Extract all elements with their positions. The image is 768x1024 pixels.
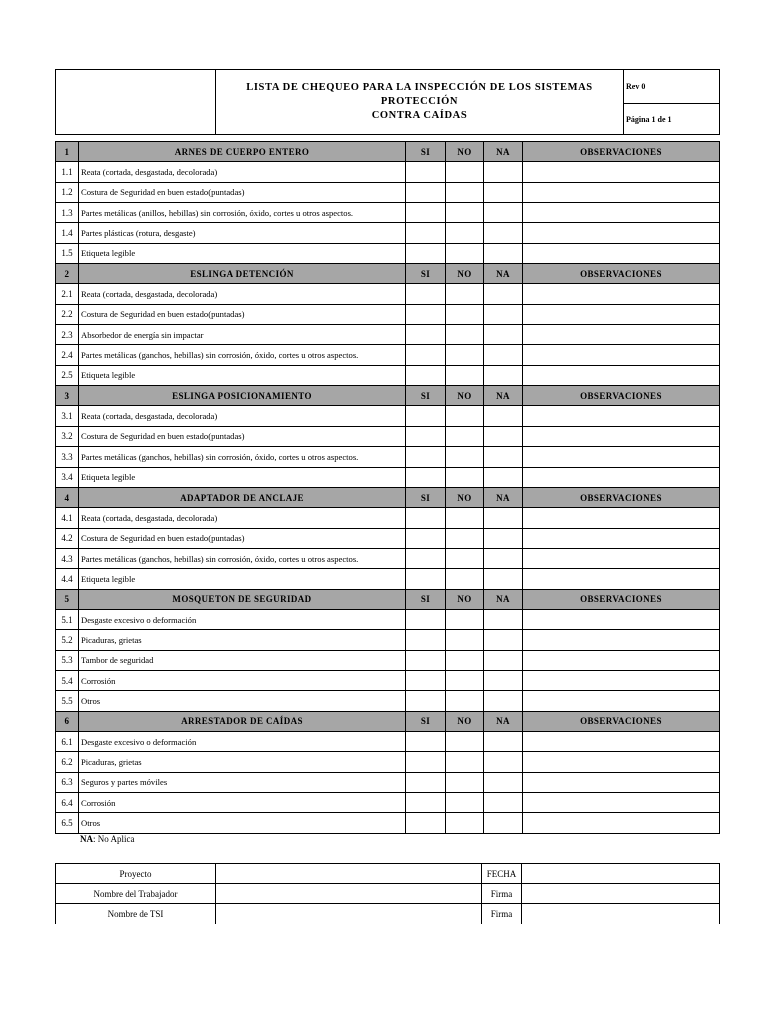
col-no-header: NO	[446, 386, 484, 406]
si-checkbox-cell[interactable]	[406, 162, 446, 182]
na-checkbox-cell[interactable]	[484, 365, 523, 385]
col-observaciones-header: OBSERVACIONES	[523, 487, 720, 507]
si-checkbox-cell[interactable]	[406, 243, 446, 263]
item-description: Costura de Seguridad en buen estado(puntadas)	[79, 304, 406, 324]
observaciones-field[interactable]	[523, 609, 720, 629]
form-title-line1: LISTA DE CHEQUEO PARA LA INSPECCIÓN DE LOS SISTEMAS PROTECCIÓN	[246, 82, 593, 107]
section-number: 3	[56, 386, 79, 406]
observaciones-field[interactable]	[523, 772, 720, 792]
si-checkbox-cell[interactable]	[406, 365, 446, 385]
si-checkbox-cell[interactable]	[406, 406, 446, 426]
no-checkbox-cell[interactable]	[446, 793, 484, 813]
na-checkbox-cell[interactable]	[484, 630, 523, 650]
section-title: ARRESTADOR DE CAÍDAS	[79, 711, 406, 731]
observaciones-field[interactable]	[523, 345, 720, 365]
checklist-item-row	[56, 182, 720, 202]
observaciones-field[interactable]	[523, 752, 720, 772]
col-si-header: SI	[406, 711, 446, 731]
form-title	[216, 70, 624, 135]
na-checkbox-cell[interactable]	[484, 772, 523, 792]
na-checkbox-cell[interactable]	[484, 731, 523, 751]
inspection-checklist	[55, 141, 720, 834]
section-number: 6	[56, 711, 79, 731]
section-header-row	[56, 487, 720, 507]
checklist-item-row	[56, 548, 720, 568]
item-description: Otros	[79, 691, 406, 711]
col-no-header: NO	[446, 142, 484, 162]
no-checkbox-cell[interactable]	[446, 243, 484, 263]
firma-trabajador-label: Firma	[482, 884, 522, 904]
si-checkbox-cell[interactable]	[406, 447, 446, 467]
col-si-header: SI	[406, 386, 446, 406]
no-checkbox-cell[interactable]	[446, 548, 484, 568]
si-checkbox-cell[interactable]	[406, 182, 446, 202]
na-checkbox-cell[interactable]	[484, 650, 523, 670]
checklist-item-row	[56, 325, 720, 345]
item-number: 5.1	[56, 609, 79, 629]
si-checkbox-cell[interactable]	[406, 731, 446, 751]
item-description: Partes metálicas (anillos, hebillas) sin corrosión, óxido, cortes u otros aspectos.	[79, 203, 406, 223]
si-checkbox-cell[interactable]	[406, 223, 446, 243]
checklist-item-row	[56, 162, 720, 182]
section-header-row	[56, 142, 720, 162]
item-description: Desgaste excesivo o deformación	[79, 731, 406, 751]
na-checkbox-cell[interactable]	[484, 223, 523, 243]
item-number: 2.3	[56, 325, 79, 345]
item-number: 3.1	[56, 406, 79, 426]
observaciones-field[interactable]	[523, 162, 720, 182]
item-number: 4.2	[56, 528, 79, 548]
si-checkbox-cell[interactable]	[406, 630, 446, 650]
na-legend-label: NA	[80, 834, 93, 844]
na-legend	[80, 834, 135, 844]
section-number: 1	[56, 142, 79, 162]
na-checkbox-cell[interactable]	[484, 447, 523, 467]
form-title-line2: CONTRA CAÍDAS	[371, 110, 468, 121]
no-checkbox-cell[interactable]	[446, 325, 484, 345]
observaciones-field[interactable]	[523, 569, 720, 589]
observaciones-field[interactable]	[523, 365, 720, 385]
item-number: 6.1	[56, 731, 79, 751]
checklist-item-row	[56, 243, 720, 263]
observaciones-field[interactable]	[523, 325, 720, 345]
no-checkbox-cell[interactable]	[446, 345, 484, 365]
na-checkbox-cell[interactable]	[484, 569, 523, 589]
observaciones-field[interactable]	[523, 650, 720, 670]
checklist-item-row	[56, 731, 720, 751]
checklist-item-row	[56, 650, 720, 670]
item-number: 6.5	[56, 813, 79, 833]
col-observaciones-header: OBSERVACIONES	[523, 589, 720, 609]
section-title: ARNES DE CUERPO ENTERO	[79, 142, 406, 162]
col-no-header: NO	[446, 487, 484, 507]
no-checkbox-cell[interactable]	[446, 752, 484, 772]
col-observaciones-header: OBSERVACIONES	[523, 386, 720, 406]
item-number: 4.1	[56, 508, 79, 528]
item-number: 1.4	[56, 223, 79, 243]
no-checkbox-cell[interactable]	[446, 813, 484, 833]
na-checkbox-cell[interactable]	[484, 345, 523, 365]
na-checkbox-cell[interactable]	[484, 813, 523, 833]
na-checkbox-cell[interactable]	[484, 162, 523, 182]
col-si-header: SI	[406, 142, 446, 162]
section-title: MOSQUETON DE SEGURIDAD	[79, 589, 406, 609]
no-checkbox-cell[interactable]	[446, 365, 484, 385]
item-number: 6.3	[56, 772, 79, 792]
form-header	[55, 69, 720, 135]
si-checkbox-cell[interactable]	[406, 548, 446, 568]
logo-cell	[56, 70, 216, 135]
si-checkbox-cell[interactable]	[406, 467, 446, 487]
si-checkbox-cell[interactable]	[406, 304, 446, 324]
no-checkbox-cell[interactable]	[446, 609, 484, 629]
checklist-item-row	[56, 691, 720, 711]
item-number: 1.2	[56, 182, 79, 202]
col-si-header: SI	[406, 589, 446, 609]
na-checkbox-cell[interactable]	[484, 793, 523, 813]
observaciones-field[interactable]	[523, 304, 720, 324]
si-checkbox-cell[interactable]	[406, 752, 446, 772]
si-checkbox-cell[interactable]	[406, 793, 446, 813]
section-number: 4	[56, 487, 79, 507]
item-number: 6.4	[56, 793, 79, 813]
checklist-item-row	[56, 793, 720, 813]
checklist-item-row	[56, 284, 720, 304]
checklist-item-row	[56, 772, 720, 792]
checklist-item-row	[56, 406, 720, 426]
col-na-header: NA	[484, 386, 523, 406]
no-checkbox-cell[interactable]	[446, 203, 484, 223]
item-number: 3.2	[56, 426, 79, 446]
checklist-item-row	[56, 670, 720, 690]
observaciones-field[interactable]	[523, 691, 720, 711]
na-checkbox-cell[interactable]	[484, 609, 523, 629]
no-checkbox-cell[interactable]	[446, 650, 484, 670]
observaciones-field[interactable]	[523, 548, 720, 568]
col-na-header: NA	[484, 711, 523, 731]
col-si-header: SI	[406, 264, 446, 284]
na-checkbox-cell[interactable]	[484, 670, 523, 690]
col-na-header: NA	[484, 487, 523, 507]
observaciones-field[interactable]	[523, 203, 720, 223]
item-description: Etiqueta legible	[79, 365, 406, 385]
item-description: Seguros y partes móviles	[79, 772, 406, 792]
na-checkbox-cell[interactable]	[484, 467, 523, 487]
observaciones-field[interactable]	[523, 528, 720, 548]
item-number: 1.3	[56, 203, 79, 223]
section-title: ADAPTADOR DE ANCLAJE	[79, 487, 406, 507]
fecha-field[interactable]	[522, 864, 720, 884]
observaciones-field[interactable]	[523, 182, 720, 202]
item-description: Costura de Seguridad en buen estado(puntadas)	[79, 528, 406, 548]
item-description: Reata (cortada, desgastada, decolorada)	[79, 162, 406, 182]
item-number: 5.5	[56, 691, 79, 711]
item-description: Absorbedor de energía sin impactar	[79, 325, 406, 345]
na-checkbox-cell[interactable]	[484, 243, 523, 263]
item-description: Etiqueta legible	[79, 243, 406, 263]
item-number: 2.1	[56, 284, 79, 304]
na-checkbox-cell[interactable]	[484, 406, 523, 426]
section-header-row	[56, 264, 720, 284]
no-checkbox-cell[interactable]	[446, 569, 484, 589]
na-checkbox-cell[interactable]	[484, 752, 523, 772]
no-checkbox-cell[interactable]	[446, 772, 484, 792]
na-checkbox-cell[interactable]	[484, 284, 523, 304]
section-header-row	[56, 711, 720, 731]
si-checkbox-cell[interactable]	[406, 426, 446, 446]
no-checkbox-cell[interactable]	[446, 223, 484, 243]
col-observaciones-header: OBSERVACIONES	[523, 142, 720, 162]
col-si-header: SI	[406, 487, 446, 507]
checklist-item-row	[56, 447, 720, 467]
si-checkbox-cell[interactable]	[406, 691, 446, 711]
na-checkbox-cell[interactable]	[484, 548, 523, 568]
checklist-item-row	[56, 609, 720, 629]
observaciones-field[interactable]	[523, 813, 720, 833]
checklist-item-row	[56, 528, 720, 548]
observaciones-field[interactable]	[523, 670, 720, 690]
no-checkbox-cell[interactable]	[446, 284, 484, 304]
item-description: Partes metálicas (ganchos, hebillas) sin corrosión, óxido, cortes u otros aspectos.	[79, 345, 406, 365]
firma-tsi-label: Firma	[482, 904, 522, 924]
no-checkbox-cell[interactable]	[446, 406, 484, 426]
item-description: Otros	[79, 813, 406, 833]
si-checkbox-cell[interactable]	[406, 772, 446, 792]
item-number: 2.2	[56, 304, 79, 324]
item-description: Partes metálicas (ganchos, hebillas) sin corrosión, óxido, cortes u otros aspectos.	[79, 447, 406, 467]
section-title: ESLINGA DETENCIÓN	[79, 264, 406, 284]
no-checkbox-cell[interactable]	[446, 670, 484, 690]
section-number: 5	[56, 589, 79, 609]
na-legend-text: : No Aplica	[93, 834, 135, 844]
item-description: Etiqueta legible	[79, 569, 406, 589]
no-checkbox-cell[interactable]	[446, 304, 484, 324]
item-number: 6.2	[56, 752, 79, 772]
tsi-field[interactable]	[216, 904, 482, 924]
checklist-item-row	[56, 630, 720, 650]
item-description: Reata (cortada, desgastada, decolorada)	[79, 508, 406, 528]
checklist-item-row	[56, 752, 720, 772]
item-number: 5.4	[56, 670, 79, 690]
checklist-item-row	[56, 569, 720, 589]
observaciones-field[interactable]	[523, 426, 720, 446]
no-checkbox-cell[interactable]	[446, 528, 484, 548]
observaciones-field[interactable]	[523, 223, 720, 243]
col-no-header: NO	[446, 589, 484, 609]
observaciones-field[interactable]	[523, 406, 720, 426]
si-checkbox-cell[interactable]	[406, 569, 446, 589]
no-checkbox-cell[interactable]	[446, 447, 484, 467]
item-number: 4.4	[56, 569, 79, 589]
item-description: Etiqueta legible	[79, 467, 406, 487]
checklist-item-row	[56, 426, 720, 446]
na-checkbox-cell[interactable]	[484, 691, 523, 711]
item-description: Costura de Seguridad en buen estado(puntadas)	[79, 426, 406, 446]
proyecto-label: Proyecto	[56, 864, 216, 884]
no-checkbox-cell[interactable]	[446, 691, 484, 711]
item-number: 3.4	[56, 467, 79, 487]
item-description: Partes metálicas (ganchos, hebillas) sin corrosión, óxido, cortes u otros aspectos.	[79, 548, 406, 568]
item-description: Picaduras, grietas	[79, 752, 406, 772]
si-checkbox-cell[interactable]	[406, 345, 446, 365]
col-na-header: NA	[484, 142, 523, 162]
item-number: 2.4	[56, 345, 79, 365]
checklist-item-row	[56, 203, 720, 223]
fecha-label: FECHA	[482, 864, 522, 884]
item-description: Desgaste excesivo o deformación	[79, 609, 406, 629]
section-header-row	[56, 386, 720, 406]
trabajador-label: Nombre del Trabajador	[56, 884, 216, 904]
no-checkbox-cell[interactable]	[446, 467, 484, 487]
no-checkbox-cell[interactable]	[446, 162, 484, 182]
item-description: Corrosión	[79, 670, 406, 690]
na-checkbox-cell[interactable]	[484, 426, 523, 446]
item-description: Costura de Seguridad en buen estado(puntadas)	[79, 182, 406, 202]
section-title: ESLINGA POSICIONAMIENTO	[79, 386, 406, 406]
checklist-item-row	[56, 813, 720, 833]
checklist-item-row	[56, 223, 720, 243]
item-number: 5.3	[56, 650, 79, 670]
item-number: 1.1	[56, 162, 79, 182]
na-checkbox-cell[interactable]	[484, 508, 523, 528]
checklist-item-row	[56, 365, 720, 385]
si-checkbox-cell[interactable]	[406, 508, 446, 528]
si-checkbox-cell[interactable]	[406, 650, 446, 670]
no-checkbox-cell[interactable]	[446, 426, 484, 446]
item-description: Partes plásticas (rotura, desgaste)	[79, 223, 406, 243]
observaciones-field[interactable]	[523, 284, 720, 304]
si-checkbox-cell[interactable]	[406, 325, 446, 345]
firma-tsi-field[interactable]	[522, 904, 720, 924]
col-na-header: NA	[484, 264, 523, 284]
checklist-item-row	[56, 508, 720, 528]
item-number: 2.5	[56, 365, 79, 385]
observaciones-field[interactable]	[523, 793, 720, 813]
item-description: Corrosión	[79, 793, 406, 813]
page-label: Página 1 de 1	[624, 104, 720, 135]
signature-block	[55, 863, 720, 924]
na-checkbox-cell[interactable]	[484, 528, 523, 548]
observaciones-field[interactable]	[523, 630, 720, 650]
col-observaciones-header: OBSERVACIONES	[523, 711, 720, 731]
si-checkbox-cell[interactable]	[406, 203, 446, 223]
item-description: Reata (cortada, desgastada, decolorada)	[79, 406, 406, 426]
no-checkbox-cell[interactable]	[446, 630, 484, 650]
tsi-label: Nombre de TSI	[56, 904, 216, 924]
si-checkbox-cell[interactable]	[406, 813, 446, 833]
si-checkbox-cell[interactable]	[406, 670, 446, 690]
item-number: 3.3	[56, 447, 79, 467]
proyecto-field[interactable]	[216, 864, 482, 884]
checklist-item-row	[56, 304, 720, 324]
section-header-row	[56, 589, 720, 609]
si-checkbox-cell[interactable]	[406, 609, 446, 629]
checklist-item-row	[56, 345, 720, 365]
na-checkbox-cell[interactable]	[484, 203, 523, 223]
na-checkbox-cell[interactable]	[484, 182, 523, 202]
trabajador-field[interactable]	[216, 884, 482, 904]
observaciones-field[interactable]	[523, 243, 720, 263]
no-checkbox-cell[interactable]	[446, 508, 484, 528]
si-checkbox-cell[interactable]	[406, 528, 446, 548]
section-number: 2	[56, 264, 79, 284]
col-no-header: NO	[446, 264, 484, 284]
col-no-header: NO	[446, 711, 484, 731]
si-checkbox-cell[interactable]	[406, 284, 446, 304]
no-checkbox-cell[interactable]	[446, 182, 484, 202]
item-number: 4.3	[56, 548, 79, 568]
observaciones-field[interactable]	[523, 447, 720, 467]
item-description: Tambor de seguridad	[79, 650, 406, 670]
na-checkbox-cell[interactable]	[484, 304, 523, 324]
item-number: 1.5	[56, 243, 79, 263]
col-observaciones-header: OBSERVACIONES	[523, 264, 720, 284]
na-checkbox-cell[interactable]	[484, 325, 523, 345]
firma-trabajador-field[interactable]	[522, 884, 720, 904]
observaciones-field[interactable]	[523, 508, 720, 528]
no-checkbox-cell[interactable]	[446, 731, 484, 751]
item-description: Picaduras, grietas	[79, 630, 406, 650]
checklist-item-row	[56, 467, 720, 487]
col-na-header: NA	[484, 589, 523, 609]
observaciones-field[interactable]	[523, 731, 720, 751]
item-number: 5.2	[56, 630, 79, 650]
item-description: Reata (cortada, desgastada, decolorada)	[79, 284, 406, 304]
observaciones-field[interactable]	[523, 467, 720, 487]
revision-label: Rev 0	[624, 70, 720, 104]
